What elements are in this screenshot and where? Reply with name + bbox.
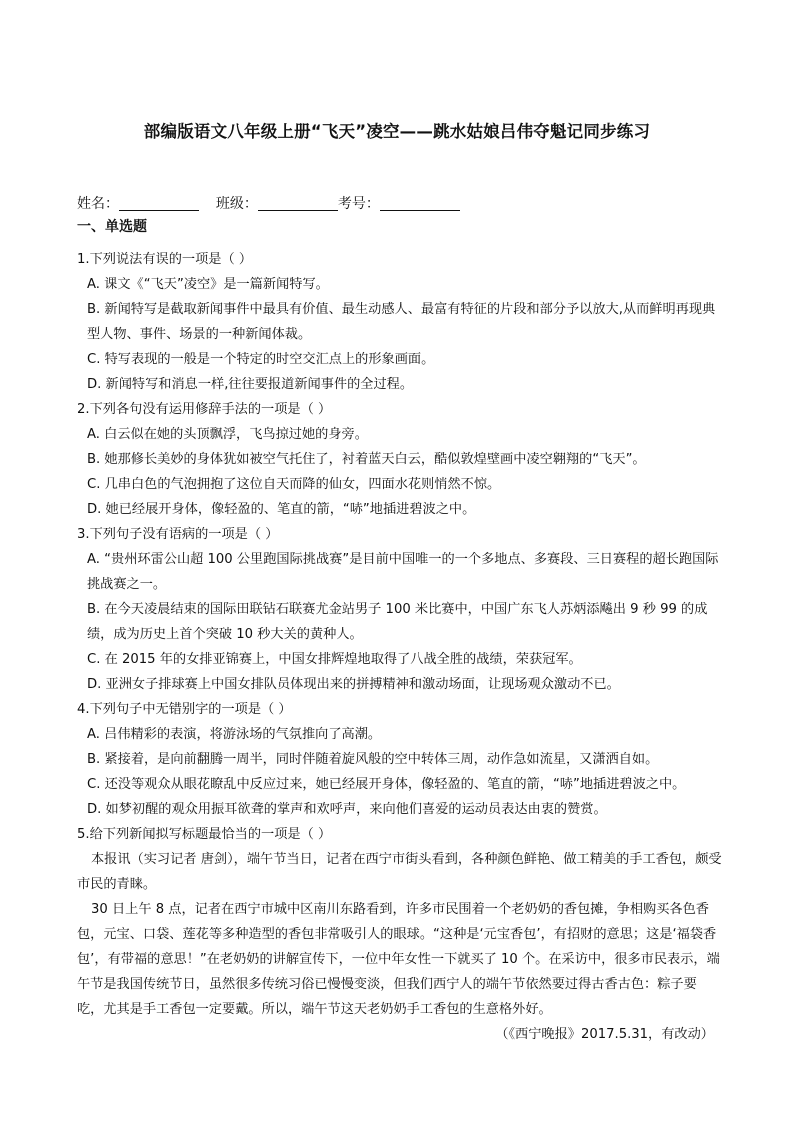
question-4 [77,697,722,822]
option-c: C. 还没等观众从眼花瞭乱中反应过来，她已经展开身体，像轻盈的、笔直的箭，“哧”地插进碧波之中。 [87,777,686,792]
option-d: D. 新闻特写和消息一样,往往要报道新闻事件的全过程。 [87,377,414,392]
class-blank [258,196,338,211]
question-stem: 1.下列说法有误的一项是（ ） [77,252,253,267]
question-stem: 4.下列句子中无错别字的一项是（ ） [77,702,292,717]
question-1 [77,247,722,397]
question-stem: 3.下列句子没有语病的一项是（ ） [77,527,279,542]
option-b: B. 紧接着，是向前翻腾一周半，同时伴随着旋风般的空中转体三周，动作急如流星，又潇洒自如。 [87,752,659,767]
class-label: 班级： [215,196,258,212]
option-d: D. 她已经展开身体，像轻盈的、笔直的箭，“哧”地插进碧波之中。 [87,502,476,517]
section-title: 一、单选题 [77,219,147,235]
news-paragraph-1: 本报讯（实习记者 唐剑），端午节当日，记者在西宁市街头看到，各种颜色鲜艳、做工精美的手工香包，颇受市民的青睐。 [77,852,722,892]
news-source: （《西宁晚报》2017.5.31，有改动） [495,1027,714,1042]
name-blank [119,196,199,211]
option-a: A. 吕伟精彩的表演，将游泳场的气氛推向了高潮。 [87,727,382,742]
option-a: A. “贵州环雷公山超 100 公里跑国际挑战赛”是目前中国唯一的一个多地点、多赛段、三日赛程的超长跑国际挑战赛之一。 [87,552,719,592]
option-d: D. 亚洲女子排球赛上中国女排队员体现出来的拼搏精神和激动场面，让现场观众激动不已。 [87,677,620,692]
page-title: 部编版语文八年级上册“飞天”凌空——跳水姑娘吕伟夺魁记同步练习 [143,122,651,141]
question-stem: 2.下列各句没有运用修辞手法的一项是（ ） [77,402,332,417]
option-b: B. 在今天凌晨结束的国际田联钻石联赛尤金站男子 100 米比赛中，中国广东飞人苏炳添飚出 9 秒 99 的成绩，成为历史上首个突破 10 秒大关的黄种人。 [87,602,708,642]
question-stem: 5.给下列新闻拟写标题最恰当的一项是（ ） [77,827,332,842]
student-info-row [77,193,460,213]
option-c: C. 几串白色的气泡拥抱了这位自天而降的仙女，四面水花则悄然不惊。 [87,477,501,492]
option-a: A. 白云似在她的头顶飘浮，飞鸟掠过她的身旁。 [87,427,368,442]
news-paragraph-2: 30 日上午 8 点，记者在西宁市城中区南川东路看到，许多市民围着一个老奶奶的香包摊，争相购买各色香包，元宝、口袋、莲花等多种造型的香包非常吸引人的眼球。“这种是‘元宝香包’，有招财的意思；这是‘福袋香包’，有带福的意思！”在老奶奶的讲解宣传下，一位中年女性一下就买了 10 个。在采访中，很多市民表示，端午节是我国传统节日，虽然很多传统习俗已慢慢变淡，但我们西宁人的端午节依然要过得古香古色：粽子要吃，尤其是手工香包一定要戴。所以，端午节这天老奶奶手工香包的生意格外好。 [77,902,720,1017]
number-label: 考号： [337,196,380,212]
option-b: B. 新闻特写是截取新闻事件中最具有价值、最生动感人、最富有特征的片段和部分予以放大,从而鲜明再现典型人物、事件、场景的一种新闻体裁。 [87,302,716,342]
question-2 [77,397,722,522]
option-a: A. 课文《“飞天”凌空》是一篇新闻特写。 [87,277,329,292]
option-d: D. 如梦初醒的观众用振耳欲聋的掌声和欢呼声，来向他们喜爱的运动员表达由衷的赞赏。 [87,802,607,817]
number-blank [380,196,460,211]
question-3 [77,522,722,697]
option-c: C. 在 2015 年的女排亚锦赛上，中国女排辉煌地取得了八战全胜的战绩，荣获冠军。 [87,652,582,667]
questions-body [77,247,722,1047]
option-c: C. 特写表现的一般是一个特定的时空交汇点上的形象画面。 [87,352,435,367]
option-b: B. 她那修长美妙的身体犹如被空气托住了，衬着蓝天白云，酷似敦煌壁画中凌空翱翔的“飞天”。 [87,452,646,467]
question-5 [77,822,722,1047]
name-label: 姓名： [77,196,119,212]
